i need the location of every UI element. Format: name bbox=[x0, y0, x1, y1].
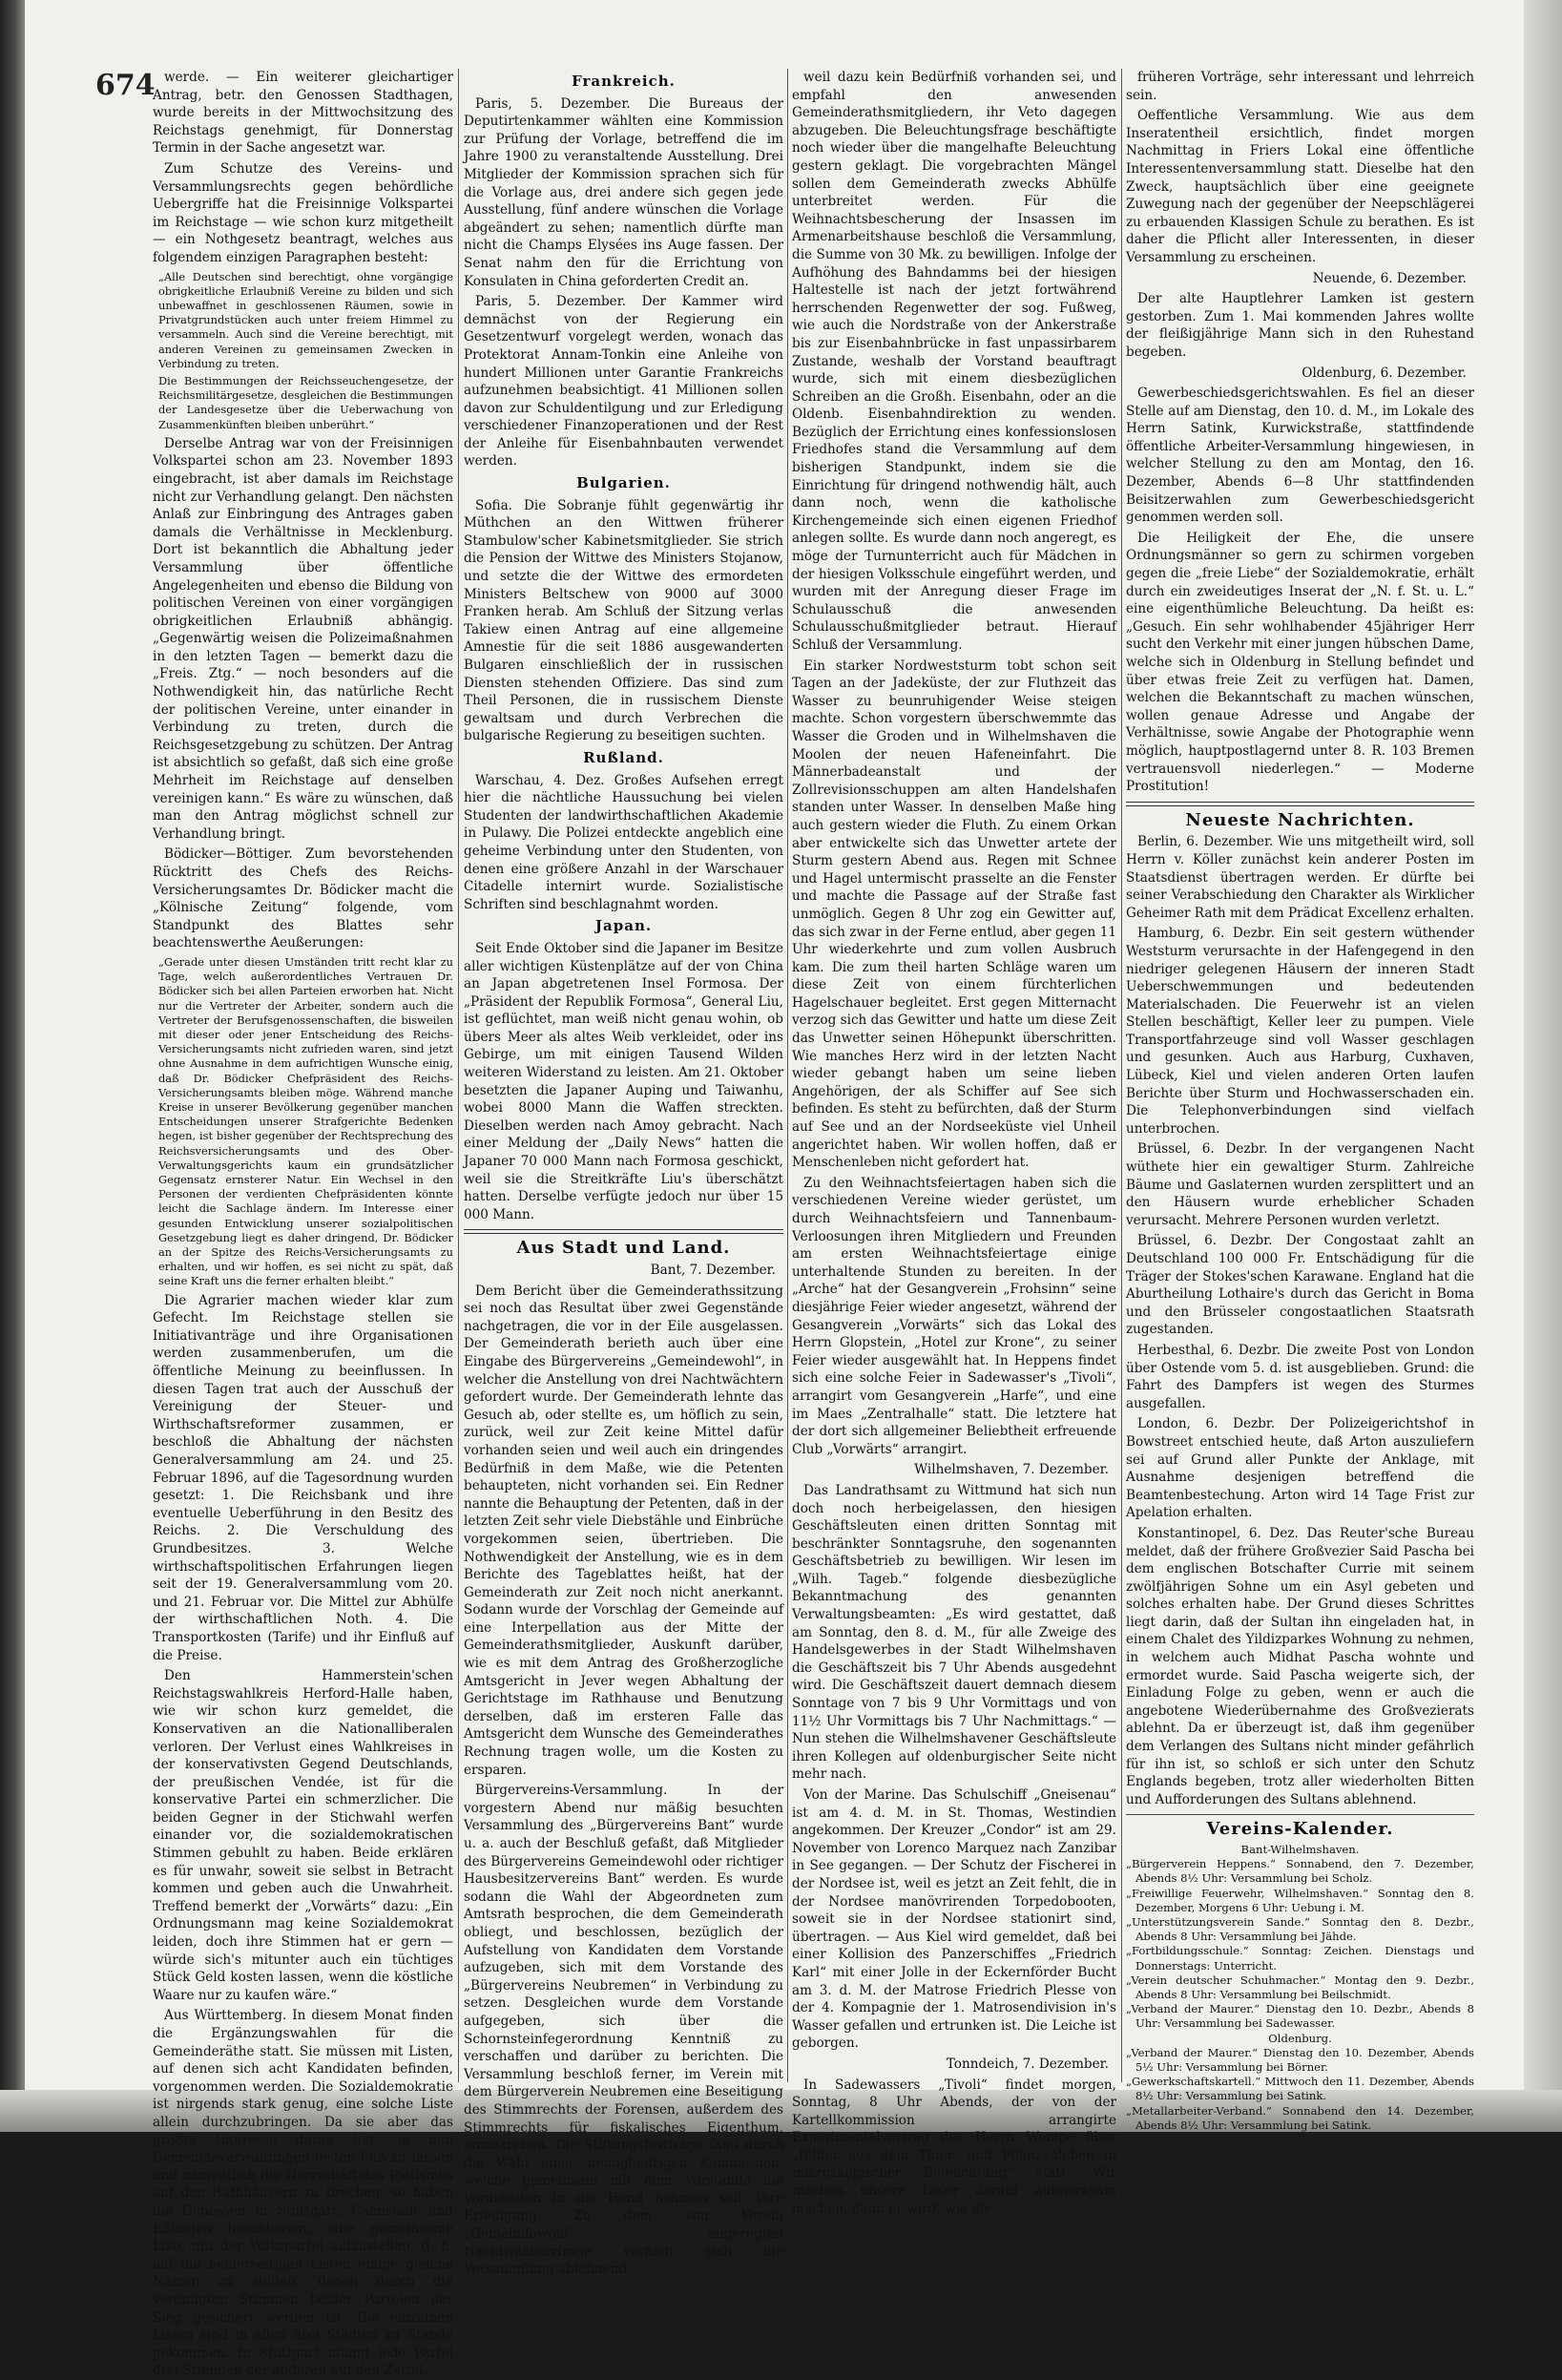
article-paragraph: Bürgervereins-Versammlung. In der vorgestern Abend nur mäßig besuchten Versammlung des „Bürgervereins Bant“ wurde u. a. auch der Beschluß gefaßt, daß Mitglieder des Bürgervereins Gemeindewohl oder richtiger Hausbesitzervereins Bant“ werden. Es wurde sodann die Wahl der Abgeordneten zum Amtsrath besprochen, die dem Gemeinderath obliegt, und beschlossen, bezüglich der Aufstellung von Kandidaten dem Vorstande aufzugeben, sich mit dem Vorstande des „Bürgervereins Neubremen“ in Verbindung zu setzen. Desgleichen wurde dem Vorstande aufgegeben, sich über die Schornsteinfegerordnung Kenntniß zu verschaffen und darüber zu berichten. Die Versammlung beschloß ferner, im Verein mit dem Bürgerverein Neubremen eine Beseitigung des Stimmrechts der Forensen, außerdem des Stimmrechts für fiskalisches Eigenthum, anzustreben. Die Stiftungsfestfrage fand durch die Wahl einer neungliedrigen Kommission, welche gemeinsam mit dem Vorstande die Vorarbeiten in die Hand nehmen soll, ihre Erledigung. Zu dem von Verein „Gemeindewohl“ angeregten Nachtwächterfrage verhielt sich die Versammlung ablehnend. bbox=[464, 1783, 783, 2278]
article-paragraph: Von der Marine. Das Schulschiff „Gneisenau“ ist am 4. d. M. in St. Thomas, Westindien angekommen. Der Kreuzer „Condor“ ist am 29. November von Lorenco Marquez nach Zanzibar in See gegangen. — Der Schutz der Fischerei in der Nordsee ist, weil es jetzt an Zeit fehlt, die in der Nordsee manövrirenden Torpedobooten, soweit sie in der Nordsee stationirt sind, übertragen. — Aus Kiel wird gemeldet, daß bei einer Kollision des Panzerschiffes „Friedrich Karl“ mit einer Jolle in der Eckernförder Bucht am 3. d. M. der Matrose Friedrich Plesse von der 4. Kompagnie der 1. Matrosendivision in's Wasser gefallen und ertrunken ist. Die Leiche ist geborgen. bbox=[792, 1787, 1116, 2052]
article-paragraph: In Sadewassers „Tivoli“ findet morgen, Sonntag, 8 Uhr Abends, der von der Kartellkommission arrangirte Experimentalvortrag des Herrn Wempe über „Bilder aus dem Thier- und Pflanzenleben in mikroskopischer Beleuchtung“ statt. Wir machen unsere Leser darauf aufmerksam machen, denn er wird, wie die bbox=[792, 2077, 1116, 2217]
column-1 bbox=[153, 69, 453, 2379]
calendar-entry: „Bürgerverein Heppens.“ Sonnabend, den 7. Dezember, Abends 8½ Uhr: Versammlung bei Scholz. bbox=[1126, 1857, 1474, 1886]
article-paragraph: Warschau, 4. Dez. Großes Aufsehen erregt hier die nächtliche Haussuchung bei vielen Studenten der landwirthschaftlichen Akademie in Pulawy. Die Polizei entdeckte angeblich eine geheime Verbindung unter den Studenten, von denen eine größere Anzahl in der Warschauer Citadelle internirt wurde. Sozialistische Schriften sind beschlagnahmt worden. bbox=[464, 772, 783, 912]
calendar-entry: „Verein deutscher Schuhmacher.“ Montag den 9. Dezbr., Abends 8 Uhr: Versammlung bei Beilschmidt. bbox=[1126, 1973, 1474, 2002]
dateline: Wilhelmshaven, 7. Dezember. bbox=[914, 1462, 1109, 1478]
article-paragraph: London, 6. Dezbr. Der Polizeigerichtshof in Bowstreet entschied heute, daß Arton auszuliefern sei auf Grund aller Punkte der Anklage, mit Ausnahme desjenigen betreffend die Beamtenbestechung. Arton wird 14 Tage Frist zur Apelation erhalten. bbox=[1126, 1416, 1474, 1521]
column-4 bbox=[1126, 69, 1474, 2132]
article-paragraph: Paris, 5. Dezember. Die Bureaus der Deputirtenkammer wählten eine Kommission zur Prüfung der Vorlage, betreffend die im Jahre 1900 zu veranstaltende Ausstellung. Drei Mitglieder der Kommission sprachen sich für die Vorlage aus, drei andere sich gegen jede Ausstellung, fünf andere wünschen die Vorlage abgeändert zu sehen; namentlich dürfte man nicht die Champs Elysées ins Auge fassen. Der Senat nahm den für die Errichtung von Konsulaten in China geforderten Credit an. bbox=[464, 95, 783, 289]
article-paragraph: Brüssel, 6. Dezbr. In der vergangenen Nacht wüthete hier ein gewaltiger Sturm. Zahlreiche Bäume und Gaslaternen wurden zersplittert und an den Häusern wurde erheblicher Schaden verursacht. Mehrere Personen wurden verletzt. bbox=[1126, 1141, 1474, 1228]
article-paragraph: Zu den Weihnachtsfeiertagen haben sich die verschiedenen Vereine wieder gerüstet, um durch Weihnachtsfeiern und Tannenbaum-Verloosungen ihren Mitgliedern und Freunden am ersten Weihnachtsfeiertage einige unterhaltende Stunden zu bereiten. In der „Arche“ hat der Gesangverein „Frohsinn“ seine diesjährige Feier wieder angesetzt, während der Gesangverein „Vorwärts“ sich das Lokal des Herrn Glopstein, „Hotel zur Krone“, zu seiner Feier wieder ausgewählt hat. In Heppens findet sich eine solche Feier in Sadewasser's „Tivoli“, arrangirt vom Gesangverein „Harfe“, und eine im Maes „Zentralhalle“ statt. Die letztere hat der dort sich allgemeiner Beliebtheit erfreuende Club „Vorwärts“ arrangirt. bbox=[792, 1175, 1116, 1457]
section-heading: Frankreich. bbox=[572, 73, 676, 90]
article-paragraph: Paris, 5. Dezember. Der Kammer wird demnächst von der Regierung ein Gesetzentwurf vorgelegt werden, wonach das Protektorat Annam-Tonkin eine Anleihe von hundert Millionen unter Garantie Frankreichs aufzunehmen beabsichtigt. 41 Millionen sollen davon zur Schuldentilgung und zur Erledigung verschiedener Finanzoperationen und der Rest der Anleihe für Eisenbahnbauten verwendet werden. bbox=[464, 294, 783, 470]
calendar-entry: „Gewerkschaftskartell.“ Mittwoch den 11. Dezember, Abends 8½ Uhr: Versammlung bei Satink. bbox=[1126, 2075, 1474, 2103]
column-3 bbox=[792, 69, 1116, 2217]
article-paragraph: Bödicker—Böttiger. Zum bevorstehenden Rücktritt des Chefs des Reichs-Versicherungsamtes Dr. Bödicker macht die „Kölnische Zeitung“ folgende, vom Standpunkt des Blattes sehr beachtenswerthe Aeußerungen: bbox=[153, 846, 453, 951]
separator-line bbox=[1126, 1814, 1474, 1815]
separator-double-line bbox=[1126, 802, 1474, 806]
section-title: Vereins-Kalender. bbox=[1206, 1819, 1394, 1840]
calendar-entry: „Metallarbeiter-Verband.“ Sonnabend den 14. Dezember, Abends 8½ Uhr: Versammlung bei Satink. bbox=[1126, 2103, 1474, 2132]
calendar-entry: „Freiwillige Feuerwehr, Wilhelmshaven.“ Sonntag den 8. Dezember, Morgens 6 Uhr: Uebung i. M. bbox=[1126, 1886, 1474, 1914]
article-paragraph: Zum Schutze des Vereins- und Versammlungsrechts gegen behördliche Uebergriffe hat die Freisinnige Volkspartei im Reichstage — wie schon kurz mitgetheilt — ein Nothgesetz beantragt, welches aus folgendem einzigen Paragraphen besteht: bbox=[153, 160, 453, 265]
article-paragraph: Oeffentliche Versammlung. Wie aus dem Inseratentheil ersichtlich, findet morgen Nachmittag in Friers Lokal eine öffentliche Interessentenversammlung statt. Dieselbe hat den Zweck, hauptsächlich über eine geeignete Zuwegung nach der gegenüber der Neepschlägerei zu erbauenden Klassigen Schule zu berathen. Es ist daher die Pflicht aller Interessenten, in dieser Versammlung zu erscheinen. bbox=[1126, 108, 1474, 265]
article-paragraph: Das Landrathsamt zu Wittmund hat sich nun doch noch herbeigelassen, den hiesigen Geschäftsleuten einen dritten Sonntag mit beschränkter Sonntagsruhe, den sogenannten Geschäftsbetrieb zu bewilligen. Wir lesen im „Wilh. Tageb.“ folgende diesbezügliche Bekanntmachung des genannten Verwaltungsbeamten: „Es wird gestattet, daß am Sonntag, den 8. d. M., für alle Zweige des Handelsgewerbes in der Stadt Wilhelmshaven die Geschäftszeit bis 7 Uhr Abends ausgedehnt wird. Die Geschäftszeit dauert demnach diesem Sonntage von 7 bis 9 Uhr Vormittags und von 11½ Uhr Vormittags bis 7 Uhr Nachmittags.“ — Nun stehen die Wilhelmshavener Geschäftsleute ihren Kollegen auf oldenburgischer Seite nicht mehr nach. bbox=[792, 1482, 1116, 1783]
article-paragraph: Konstantinopel, 6. Dez. Das Reuter'sche Bureau meldet, daß der frühere Großvezier Said Pascha bei dem englischen Botschafter Currie mit seinem zwölfjährigen Sohne um ein Asyl gebeten und solches erhalten habe. Der Grund dieses Schrittes liegt darin, daß der Sultan ihn eingeladen hat, in einem Chalet des Yildizparkes Wohnung zu nehmen, in welchem auch Midhat Pascha wohnte und ermordet wurde. Said Pascha weigerte sich, der Einladung Folge zu geben, wenn er auch die angebotene Wiederübernahme des Großvezierats ablehnt. Da er überzeugt ist, daß ihm gegenüber dem Verlangen des Sultans nicht minder gefährlich für ihn ist, so schloß er sich unter den Schutz Englands begeben, trotz aller wiederholten Bitten und Aufforderungen des Sultans ablehnend. bbox=[1126, 1525, 1474, 1807]
dateline: Oldenburg, 6. Dezember. bbox=[1302, 365, 1467, 381]
article-paragraph: Derselbe Antrag war von der Freisinnigen Volkspartei schon am 23. November 1893 eingebracht, ist aber damals im Reichstage nicht zur Verhandlung gelangt. Den nächsten Anlaß zur Einbringung des Antrages gaben damals die Verhältnisse in Mecklenburg. Dort ist bekanntlich die Abhaltung jeder Versammlung über öffentliche Angelegenheiten und ebenso die Bildung von politischen Vereinen von einer vorgängigen obrigkeitlichen Erlaubniß abhängig. „Gegenwärtig weisen die Polizeimaßnahmen in den letzten Tagen — bemerkt dazu die „Freis. Ztg.“ — noch besonders auf die Nothwendigkeit hin, das natürliche Recht der politischen Vereine, unter einander in Verbindung zu treten, durch die Reichsgesetzgebung zu schützen. Der Antrag ist absichtlich so gefaßt, daß sich eine große Mehrheit im Reichstage auf denselben vereinigen kann.“ Es wäre zu wünschen, daß man den Antrag möglichst schnell zur Verhandlung bringt. bbox=[153, 435, 453, 842]
article-paragraph: Brüssel, 6. Dezbr. Der Congostaat zahlt an Deutschland 100 000 Fr. Entschädigung für die Träger der Stokes'schen Karawane. England hat die Aburtheilung Lothaire's durch das Gericht in Boma und den Brüsseler congostaatlichen Staatsrath zugestanden. bbox=[1126, 1233, 1474, 1338]
article-paragraph: werde. — Ein weiterer gleichartiger Antrag, betr. den Genossen Stadthagen, wurde bereits in der Mittwochsitzung des Reichstags genehmigt, für Donnerstag Termin in der Sache angesetzt war. bbox=[153, 70, 453, 157]
article-paragraph: Herbesthal, 6. Dezbr. Die zweite Post von London über Ostende vom 5. d. ist ausgeblieben. Grund: die Fahrt des Dampfers ist wegen des Sturmes ausgefallen. bbox=[1126, 1342, 1474, 1411]
column-2 bbox=[464, 69, 783, 2278]
article-paragraph: Ein starker Nordweststurm tobt schon seit Tagen an der Jadeküste, der zur Fluthzeit das Wasser zu beunruhigender Weise steigen machte. Schon vorgestern überschwemmte das Wasser die Groden und in Wilhelmshaven die Moolen der neuen Hafeneinfahrt. Die Männerbadeanstalt und der Zollrevisionsschuppen am alten Handelshafen standen unter Wasser. In denselben Maße hing auch gestern wieder die Fluth. Zu einem Orkan aber entwickelte sich das Unwetter artete der Sturm gestern Abend aus. Regen mit Schnee und Hagel untermischt prasselte an die Fenster und machte die Passage auf der Straße fast unmöglich. Gegen 8 Uhr zog ein Gewitter auf, das sich zwar in der Ferne entlud, aber gegen 11 Uhr wiederkehrte und zum vollen Ausbruch kam. Die zum theil harten Schläge waren um diese Zeit von einem fürchterlichen Hagelschauer begleitet. Erst gegen Mitternacht verzog sich das Gewitter und hatte um diese Zeit das Unwetter seinen Höhepunkt überschritten. Wie manches Herz wird in der letzten Nacht wieder gebangt haben um seine lieben Angehörigen, der als Schiffer auf See sich befinden. Es steht zu befürchten, daß der Sturm auf See und an der Nordseeküste viel Unheil angerichtet haben. Wir wollen hoffen, daß er Menschenleben nicht gefordert hat. bbox=[792, 658, 1116, 1171]
article-paragraph: Aus Württemberg. In diesem Monat finden die Ergänzungswahlen für die Gemeinderäthe statt. Sie müssen mit Listen, auf denen sich acht Kandidaten befinden, vorgenommen werden. Die Sozialdemokratie ist nirgends stark genug, eine solche Liste allein durchzubringen. Da sie aber das größte Interesse daran hat, in den Gemeindeverwaltungen festen Fuß zu fassen und namentlich die Herrschaft des Pietismus auf den Rathhäusern zu brechen, so haben die Genossen in Stuttgart, Cannstadt und Eßlingen beschlossen, eine gemeinsame Liste mit der Volkspartei aufzustellen, d. h. auf die beiderseitigen Listen einige gleiche Namen zu stellen, denen durch die vereinigten Stimmen beider Parteien der Sieg gesichert werden ist. Die einzelnen Listen sind in allen drei Städten zu Stande gekommen. In Stuttgart nimmt jede Partei drei Stimmen der anderen auf den Zettel. bbox=[153, 2008, 453, 2379]
calendar-entry: „Verband der Maurer.“ Dienstag den 10. Dezember, Abends 5½ Uhr: Versammlung bei Börner. bbox=[1126, 2045, 1474, 2075]
article-paragraph: Seit Ende Oktober sind die Japaner im Besitze aller wichtigen Küstenplätze auf der von China an Japan abgetretenen Insel Formosa. Der „Präsident der Republik Formosa“, General Liu, ist geflüchtet, man weiß nicht genau wohin, ob übers Meer als altes Weib verkleidet, oder ins Gebirge, um mit einigen Tausend Wilden weiteren Widerstand zu leisten. Am 21. Oktober besetzten die Japaner Auping und Taiwanhu, wobei 8000 Mann die Waffen streckten. Dieselben werden nach Amoy gebracht. Nach einer Meldung der „Daily News“ hatten die Japaner 70 000 Mann nach Formosa geschickt, weil sie die Streitkräfte Liu's überschätzt hatten. Derselbe verfügte jedoch nur über 15 000 Mann. bbox=[464, 940, 783, 1222]
article-paragraph: Sofia. Die Sobranje fühlt gegenwärtig ihr Müthchen an den Wittwen früherer Stambulow'scher Kabinetsmitglieder. Sie strich die Pension der Wittwe des Ministers Stojanow, und setzte die der Wittwe des ermordeten Ministers Beltschew von 9000 auf 3000 Franken herab. Am Schluß der Sitzung verlas Takiew einen Antrag auf eine allgemeine Amnestie für die seit 1886 ausgewanderten Bulgaren einschließlich der in russischen Diensten stehenden Offiziere. Das sind zum Theil Personen, die in russischem Dienste gewaltsam und durch Verbrechen die bulgarische Regierung zu beseitigen suchten. bbox=[464, 497, 783, 744]
article-paragraph: Der alte Hauptlehrer Lamken ist gestern gestorben. Zum 1. Mai kommenden Jahres wollte der fleißigjährige Mann sich in den Ruhestand begeben. bbox=[1126, 291, 1474, 360]
column-rule bbox=[787, 69, 788, 2082]
article-paragraph: Die Agrarier machen wieder klar zum Gefecht. Im Reichstage stellen sie Initiativanträge und ihre Organisationen werden zusammenberufen, um die öffentliche Meinung zu beeinflussen. In diesen Tagen trat auch der Ausschuß der Vereinigung der Steuer- und Wirthschaftsreformer zusammen, er beschloß die Abhaltung der nächsten Generalversammlung am 24. und 25. Februar 1896, auf die Tagesordnung wurden gesetzt: 1. Die Reichsbank und ihre eventuelle Ueberführung in den Besitz des Reichs. 2. Die Verschuldung des Grundbesitzes. 3. Welche wirthschaftspolitischen Erfahrungen liegen seit der 19. Generalversammlung vom 20. und 21. Februar vor. Die Mittel zur Abhülfe der wirthschaftlichen Noth. 4. Die Transportkosten (Tarife) und ihr Einfluß auf die Preise. bbox=[153, 1292, 453, 1663]
article-paragraph: Berlin, 6. Dezember. Wie uns mitgetheilt wird, soll Herrn v. Köller zunächst kein anderer Posten im Staatsdienst übertragen werden. Er dürfte bei seiner Verabschiedung den Charakter als Wirklicher Geheimer Rath mit dem Prädicat Excellenz erhalten. bbox=[1126, 834, 1474, 921]
quoted-text: Die Bestimmungen der Reichsseuchengesetze, der Reichsmilitärgesetze, desgleichen die Bestimmungen der Landesgesetze über die Ueberwachung von Zusammenkünften bleiben unberührt.“ bbox=[158, 373, 453, 431]
section-title: Aus Stadt und Land. bbox=[516, 1238, 731, 1259]
article-paragraph: Hamburg, 6. Dezbr. Ein seit gestern wüthender Weststurm verursachte in der Hafengegend in den niedriger gelegenen Häusern der inneren Stadt Ueberschwemmungen und bedeutenden Materialschaden. Die Feuerwehr ist an vielen Stellen beschäftigt, Keller leer zu pumpen. Viele Transportfahrzeuge sind voll Wasser geschlagen und gesunken. Auch aus Harburg, Cuxhaven, Lübeck, Kiel und vielen anderen Orten laufen Berichte über Sturm und Hochwasserschaden ein. Die Telephonverbindungen sind vielfach unterbrochen. bbox=[1126, 926, 1474, 1137]
column-rule bbox=[1121, 69, 1122, 2082]
section-heading: Japan. bbox=[594, 917, 653, 935]
calendar-entry: „Unterstützungsverein Sande.“ Sonntag den 8. Dezbr., Abends 8 Uhr: Versammlung bei Jähde. bbox=[1126, 1915, 1474, 1944]
calendar-place: Bant-Wilhelmshaven. bbox=[1240, 1843, 1360, 1856]
section-heading: Bulgarien. bbox=[576, 474, 671, 492]
article-paragraph: weil dazu kein Bedürfniß vorhanden sei, und empfahl den anwesenden Gemeinderathsmitgliedern, ihr Veto dagegen abzugeben. Die Beleuchtungsfrage beschäftigte noch wieder über die mangelhafte Beleuchtung gestern geklagt. Die vorgebrachten Mängel sollen dem Gemeinderath zwecks Abhülfe unterbreitet werden. Für die Weihnachtsbescherung der Insassen im Armenarbeitshause beschloß die Versammlung, die Summe von 30 Mk. zu bewilligen. Infolge der Aufhöhung des Bahndamms bei der hiesigen Haltestelle ist nach der jetzt fortwährend herrschenden Regenwetter der sog. Fußweg, wie auch die Nordstraße von der Ankerstraße bis zur Eisenbahnbrücke in fast unpassirbarem Zustande, weshalb der Vorstand beauftragt wurde, sich mit einem diesbezüglichen Schreiben an die Großh. Eisenbahn, oder an die Oldenb. Eisenbahndirektion zu wenden. Bezüglich der Errichtung eines konfessionslosen Friedhofes stand die Versammlung auf dem bisherigen Standpunkt, indem sie die Einrichtung für dringend nothwendig hält, auch dann noch, wenn die katholische Kirchengemeinde sich einen eigenen Friedhof anlegen sollte. Es wurde dann noch angeregt, es möge der Turnunterricht auch für Mädchen in der hiesigen Volksschule eingeführt werden, und wurden mit der Anregung dieser Frage im Schulausschuß die anwesenden Schulausschußmitglieder betraut. Hierauf Schluß der Versammlung. bbox=[792, 70, 1116, 653]
dateline: Neuende, 6. Dezember. bbox=[1312, 270, 1467, 286]
dateline: Bant, 7. Dezember. bbox=[650, 1263, 776, 1278]
page-number: 674 bbox=[95, 69, 156, 102]
book-binding bbox=[0, 0, 25, 2132]
page-edge-right bbox=[1524, 0, 1562, 2132]
article-paragraph: Gewerbeschiedsgerichtswahlen. Es fiel an dieser Stelle auf am Dienstag, den 10. d. M., im Lokale des Herrn Satink, Kurwickstraße, stattfindende öffentliche Arbeiter-Versammlung hingewiesen, in welcher Stellung zu den am Montag, den 16. Dezember, Abends 6—8 Uhr stattfindenden Beisitzerwahlen zum Gewerbeschiedsgericht genommen werden soll. bbox=[1126, 386, 1474, 526]
article-paragraph: Die Heiligkeit der Ehe, die unsere Ordnungsmänner so gern zu schirmen vorgeben gegen die „freie Liebe“ der Sozialdemokratie, erhält durch ein zweideutiges Inserat der „N. f. St. u. L.“ eine eigenthümliche Beleuchtung. Da heißt es: „Gesuch. Ein sehr wohlhabender 45jähriger Herr sucht den Verkehr mit einer jungen hübschen Dame, welche sich in Oldenburg in Stellung befindet und über etwas freie Zeit zu verfügen hat. Damen, welchen die Bekanntschaft zu machen wünschen, wollen genaue Adresse und Angabe der Verhältnisse, sowie Angabe der Photographie wenn möglich, hauptpostlagernd unter 8. R. 103 Bremen vertrauensvoll niederlegen.“ — Moderne Prostitution! bbox=[1126, 530, 1474, 795]
dateline: Tonndeich, 7. Dezember. bbox=[946, 2056, 1109, 2072]
quoted-text: „Alle Deutschen sind berechtigt, ohne vorgängige obrigkeitliche Erlaubniß Vereine zu bilden und sich unbewaffnet in geschlossenen Räumen, sowie in Privatgrundstücken auch unter freiem Himmel zu versammeln. Auch sind die Vereine berechtigt, mit anderen Vereinen zu gemeinsamen Zwecken in Verbindung zu treten. bbox=[158, 269, 453, 370]
calendar-place: Oldenburg. bbox=[1268, 2031, 1332, 2045]
section-heading: Rußland. bbox=[583, 748, 664, 766]
column-rule bbox=[458, 69, 459, 2082]
article-paragraph: Dem Bericht über die Gemeinderathssitzung sei noch das Resultat über zwei Gegenstände nachgetragen, die vor in der Eile ausgelassen. Der Gemeinderath berieth auch über eine Eingabe des Bürgervereins „Gemeindewohl“, in welcher die Anstellung von drei Nachtwächtern gefordert wurde. Der Gemeinderath lehnte das Gesuch ab, oder stellte es, um höflich zu sein, zurück, weil zur Zeit keine Mittel dafür vorhanden seien und weil auch ein dringendes Bedürfniß in dem Maße, wie die Petenten behaupteten, nicht vorhanden sei. Ein Redner nannte die Behauptung der Petenten, daß in der letzten Zeit sehr viele Diebstähle und Einbrüche vorgekommen seien, übertrieben. Die Nothwendigkeit der Anstellung, wie es in dem Berichte des Tageblattes heißt, hat der Gemeinderath zur Zeit noch nicht anerkannt. Sodann wurde der Vorschlag der Gemeinde auf eine Interpellation aus der Mitte der Gemeinderathsmitglieder, Auskunft darüber, wie es mit dem Antrag des Großherzogliche Amtsgericht in Jever wegen Abhaltung der Gerichtstage im Rathhause und Benutzung derselben, daß im ersteren Falle das Amtsgericht dem Wunsche des Gemeinderathes Rechnung tragen wolle, um die Kosten zu ersparen. bbox=[464, 1283, 783, 1778]
calendar-entry: „Fortbildungsschule.“ Sonntag: Zeichen. Dienstags und Donnerstags: Unterricht. bbox=[1126, 1944, 1474, 1973]
article-paragraph: früheren Vorträge, sehr interessant und lehrreich sein. bbox=[1126, 70, 1474, 103]
section-title: Neueste Nachrichten. bbox=[1185, 809, 1415, 830]
quoted-text: „Gerade unter diesen Umständen tritt recht klar zu Tage, welch außerordentliches Vertrauen Dr. Bödicker sich bei allen Parteien erworben hat. Nicht nur die Vertreter der Arbeiter, sondern auch die Vertreter der Berufsgenossenschaften, die bisweilen mit dieser oder jener Entscheidung des Reichs-Versicherungsamts nicht zufrieden waren, sind jetzt ohne Ausnahme in dem aufrichtigen Wunsche einig, daß Dr. Bödicker Chefpräsident des Reichs-Versicherungsamts bleiben möge. Während manche Kreise in unserer Bevölkerung gegenüber manchen Entscheidungen unserer Strafgerichte Bedenken hegen, ist bisher gegenüber der Rechtsprechung des Reichsversicherungsamts und des Ober-Verwaltungsgerichts kaum ein grundsätzlicher Gegensatz ernsterer Natur. Ein Wechsel in den Personen der verdienten Chefpräsidenten könnte leicht die Sachlage ändern. Im Interesse einer gesunden Entwicklung unserer sozialpolitischen Gesetzgebung liegt es daher dringend, Dr. Bödicker an der Spitze des Reichs-Versicherungsamts zu erhalten, und wir hoffen, es sei nicht zu spät, daß seine Kraft uns die ferner erhalten bleibt.“ bbox=[158, 954, 453, 1288]
article-paragraph: Den Hammerstein'schen Reichstagswahlkreis Herford-Halle haben, wie wir schon kurz gemeldet, die Konservativen an die Nationalliberalen verloren. Der Verlust eines Wahlkreises in der konservativsten Gegend Deutschlands, der preußischen Vendée, ist für die konservative Partei ein schmerzlicher. Die beiden Gegner in der Stichwahl werfen einander vor, die sozialdemokratischen Stimmen gebuhlt zu haben. Beide erklären es für unwahr, soweit sie selbst in Betracht kommen und geben auch die Unwahrheit. Treffend bemerkt der „Vorwärts“ dazu: „Ein Ordnungsmann mag keine Sozialdemokrat leiden, doch ihre Stimmen hat er gern — würde sich's mitunter auch ein tüchtiges Stück Geld kosten lassen, wenn die köstliche Waare nur zu kaufen wäre.“ bbox=[153, 1668, 453, 2003]
separator-double-line bbox=[464, 1229, 783, 1234]
calendar-entry: „Verband der Maurer.“ Dienstag den 10. Dezbr., Abends 8 Uhr: Versammlung bei Sadewasser. bbox=[1126, 2002, 1474, 2031]
